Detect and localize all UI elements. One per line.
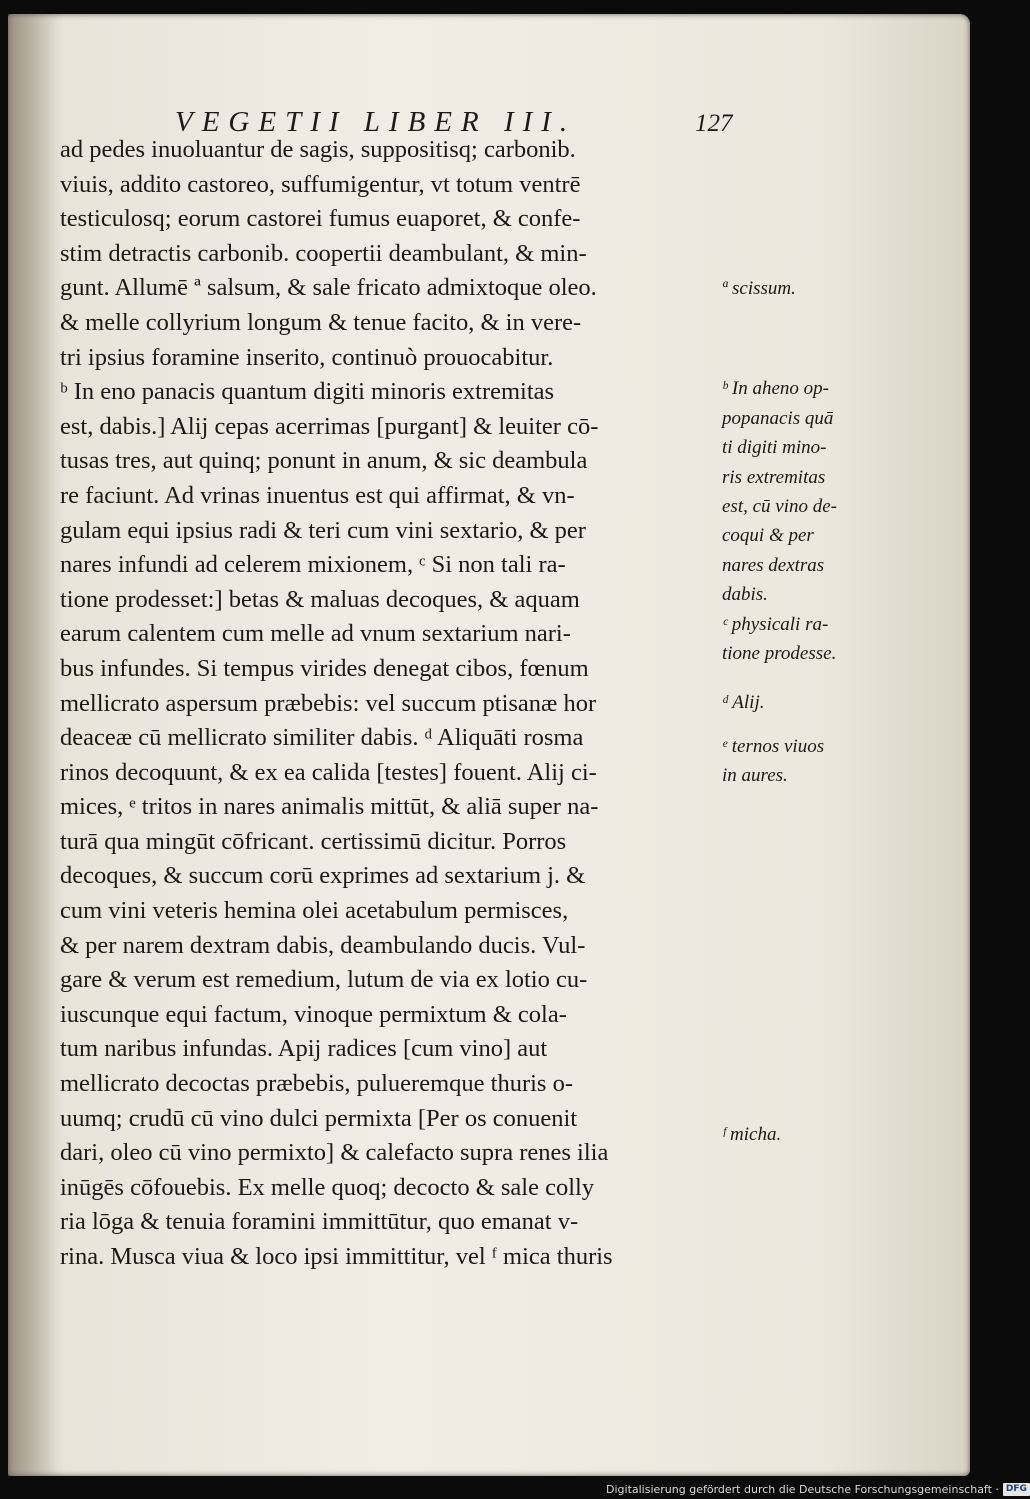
main-text: [60, 133, 720, 1275]
text-line: tusas tres, aut quinq; ponunt in anum, & sic deambula: [60, 447, 588, 475]
text-line: testiculosq; eorum castorei fumus euaporet, & confe-: [60, 205, 581, 233]
text-line: mellicrato decoctas præbebis, pulueremque thuris o-: [60, 1070, 573, 1098]
text-line: est, dabis.] Alij cepas acerrimas [purgant] & leuiter cō-: [60, 412, 599, 440]
margin-note-b: nares dextras: [722, 554, 825, 576]
text-line: ria lōga & tenuia foramini immittūtur, quo emanat v-: [60, 1208, 579, 1236]
text-line: gare & verum est remedium, lutum de via ex lotio cu-: [60, 966, 588, 994]
text-line: tri ipsius foramine inserito, continuò prouocabitur.: [60, 343, 554, 371]
text-line: nares infundi ad celerem mixionem, ᶜ Si non tali ra-: [60, 551, 566, 579]
text-line: rinos decoquunt, & ex ea calida [testes] fouent. Alij ci-: [60, 758, 597, 786]
text-line: inūgēs cōfouebis. Ex melle quoq; decocto & sale colly: [60, 1173, 595, 1201]
text-line: ᵇ In eno panacis quantum digiti minoris extremitas: [60, 378, 555, 406]
text-line: re faciunt. Ad vrinas inuentus est qui affirmat, & vn-: [60, 481, 575, 509]
text-line: earum calentem cum melle ad vnum sextarium nari-: [60, 620, 571, 648]
text-line: rina. Musca viua & loco ipsi immittitur, vel ᶠ mica thuris: [60, 1243, 613, 1270]
margin-note-b: popanacis quā: [722, 407, 834, 429]
text-line: tum naribus infundas. Apij radices [cum vino] aut: [60, 1035, 548, 1063]
text-line: uumq; crudū cū vino dulci permixta [Per os conuenit: [60, 1104, 578, 1132]
dfg-logo: DFG: [1003, 1483, 1030, 1496]
text-line: viuis, addito castoreo, suffumigentur, vt totum ventrē: [60, 170, 581, 198]
text-line: turā qua mingūt cōfricant. certissimū dicitur. Porros: [60, 827, 567, 855]
margin-note-e: in aures.: [722, 765, 788, 787]
page-gutter-shadow: [8, 14, 58, 1476]
margin-note-c: tione prodesse.: [722, 642, 837, 664]
text-line: mellicrato aspersum præbebis: vel succum ptisanæ hor: [60, 689, 597, 717]
credit-text: Digitalisierung gefördert durch die Deutsche Forschungsgemeinschaft ·: [606, 1482, 999, 1496]
margin-notes: [722, 274, 872, 1150]
text-line: tione prodesset:] betas & maluas decoques, & aquam: [60, 585, 580, 613]
margin-note-a: ª scissum.: [722, 278, 796, 299]
text-line: bus infundes. Si tempus virides denegat cibos, fœnum: [60, 654, 589, 682]
margin-note-b: dabis.: [722, 584, 768, 606]
text-line: deaceæ cū mellicrato similiter dabis. ᵈ Aliquāti rosma: [60, 724, 584, 752]
text-line: gunt. Allumē ª salsum, & sale fricato admixtoque oleo.: [60, 274, 597, 302]
text-line: gulam equi ipsius radi & teri cum vini sextario, & per: [60, 516, 586, 544]
text-line: & per narem dextram dabis, deambulando ducis. Vul-: [60, 931, 586, 959]
margin-note-f: ᶠ micha.: [722, 1124, 782, 1146]
page-number: 127: [695, 110, 733, 137]
text-line: & melle collyrium longum & tenue facito, & in vere-: [60, 308, 582, 336]
margin-note-b: ᵇ In aheno op-: [722, 378, 829, 400]
text-line: stim detractis carbonib. coopertii deambulant, & min-: [60, 239, 587, 267]
text-line: ad pedes inuoluantur de sagis, suppositisq; carbonib.: [60, 136, 576, 163]
text-line: iuscunque equi factum, vinoque permixtum & cola-: [60, 1000, 567, 1028]
text-line: decoques, & succum corū exprimes ad sextarium j. &: [60, 862, 586, 890]
running-title: VEGETII LIBER III.: [175, 106, 577, 138]
margin-note-b: ti digiti mino-: [722, 437, 827, 459]
digitization-credit: [606, 1480, 1030, 1498]
text-line: mices, ᵉ tritos in nares animalis mittūt, & aliā super na-: [60, 793, 599, 821]
text-line: cum vini veteris hemina olei acetabulum permisces,: [60, 897, 569, 925]
margin-note-b: coqui & per: [722, 525, 814, 547]
margin-note-d: ᵈ Alij.: [722, 692, 765, 714]
margin-note-c: ᶜ physicali ra-: [722, 613, 829, 635]
margin-note-b: ris extremitas: [722, 466, 826, 488]
margin-note-b: est, cū vino de-: [722, 495, 838, 517]
text-line: dari, oleo cū vino permixto] & calefacto supra renes ilia: [60, 1139, 609, 1167]
margin-note-e: ᵉ ternos viuos: [722, 735, 825, 757]
